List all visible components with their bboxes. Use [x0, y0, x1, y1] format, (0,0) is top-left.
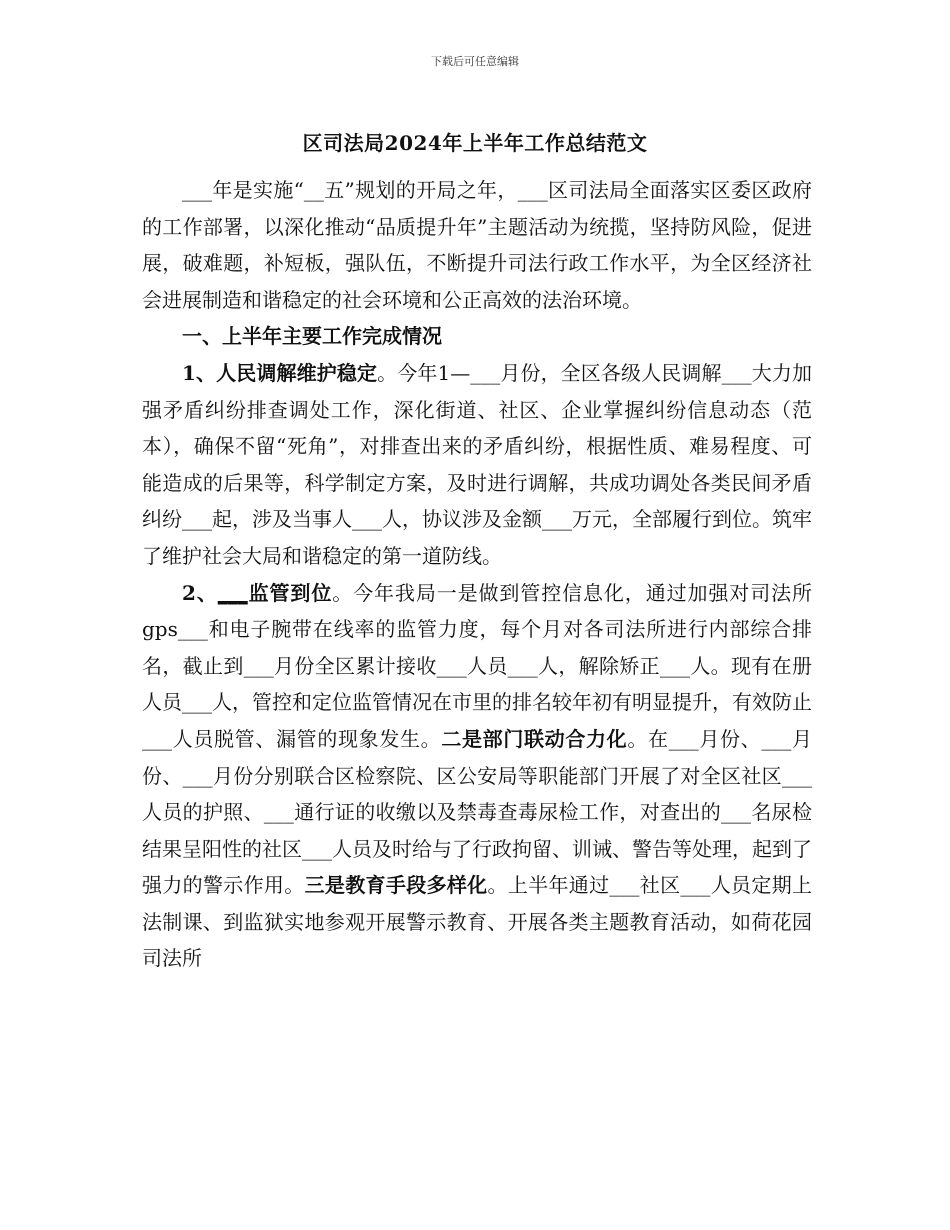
- paragraph-mediation: [142, 355, 812, 575]
- section-heading: 一、上半年主要工作完成情况: [182, 324, 442, 349]
- paragraph-supervision-text-b: 。在___月份、___月份、___月份分别联合区检察院、区公安局等职能部门开展了对全区社区___人员的护照、___通行证的收缴以及禁毒查毒尿检工作，对查出的___名尿检结果呈阳性的社区___人员及时给与了行政拘留、训诫、警告等处理，起到了强力的警示作用。: [142, 726, 813, 898]
- document-body: [142, 172, 812, 977]
- paragraph-supervision-text-a: 。今年我局一是做到管控信息化，通过加强对司法所gps___和电子腕带在线率的监管力度，每个月对各司法所进行内部综合排名，截止到___月份全区累计接收___人员___人，解除矫正___人。现有在册人员___人，管控和定位监管情况在市里的排名较年初有明显提升，有效防止___人员脱管、漏管的现象发生。: [142, 580, 813, 751]
- paragraph-mediation-lead: 1、人民调解维护稳定: [182, 360, 378, 385]
- paragraph-supervision-text-c: 。上半年通过___社区___人员定期上法制课、到监狱实地参观开展警示教育、开展各类主题教育活动，如荷花园司法所: [142, 873, 813, 971]
- paragraph-supervision-lead-blank: ___: [217, 580, 248, 605]
- paragraph-supervision-bold-b: 二是部门联动合力化: [441, 726, 628, 751]
- paragraph-supervision: [142, 575, 812, 978]
- paragraph-mediation-text: 。今年1—___月份，全区各级人民调解___大力加强矛盾纠纷排查调处工作，深化街道、社区、企业掌握纠纷信息动态（范本），确保不留“死角”，对排查出来的矛盾纠纷，根据性质、难易程度、可能造成的后果等，科学制定方案，及时进行调解，共成功调处各类民间矛盾纠纷___起，涉及当事人___人，协议涉及金额___万元，全部履行到位。筑牢了维护社会大局和谐稳定的第一道防线。: [142, 360, 812, 568]
- paragraph-supervision-lead-num: 2、: [182, 580, 218, 605]
- paragraph-supervision-bold-c: 三是教育手段多样化: [304, 873, 488, 898]
- header-note: 下载后可任意编辑: [431, 55, 519, 68]
- document-title: 区司法局2024年上半年工作总结范文: [302, 131, 648, 155]
- intro-paragraph: ___年是实施“__五”规划的开局之年，___区司法局全面落实区委区政府的工作部署，以深化推动“品质提升年”主题活动为统揽，坚持防风险，促进展，破难题，补短板，强队伍，不断提升司法行政工作水平，为全区经济社会进展制造和谐稳定的社会环境和公正高效的法治环境。: [142, 178, 812, 312]
- paragraph-supervision-lead-rest: 监管到位: [247, 580, 333, 605]
